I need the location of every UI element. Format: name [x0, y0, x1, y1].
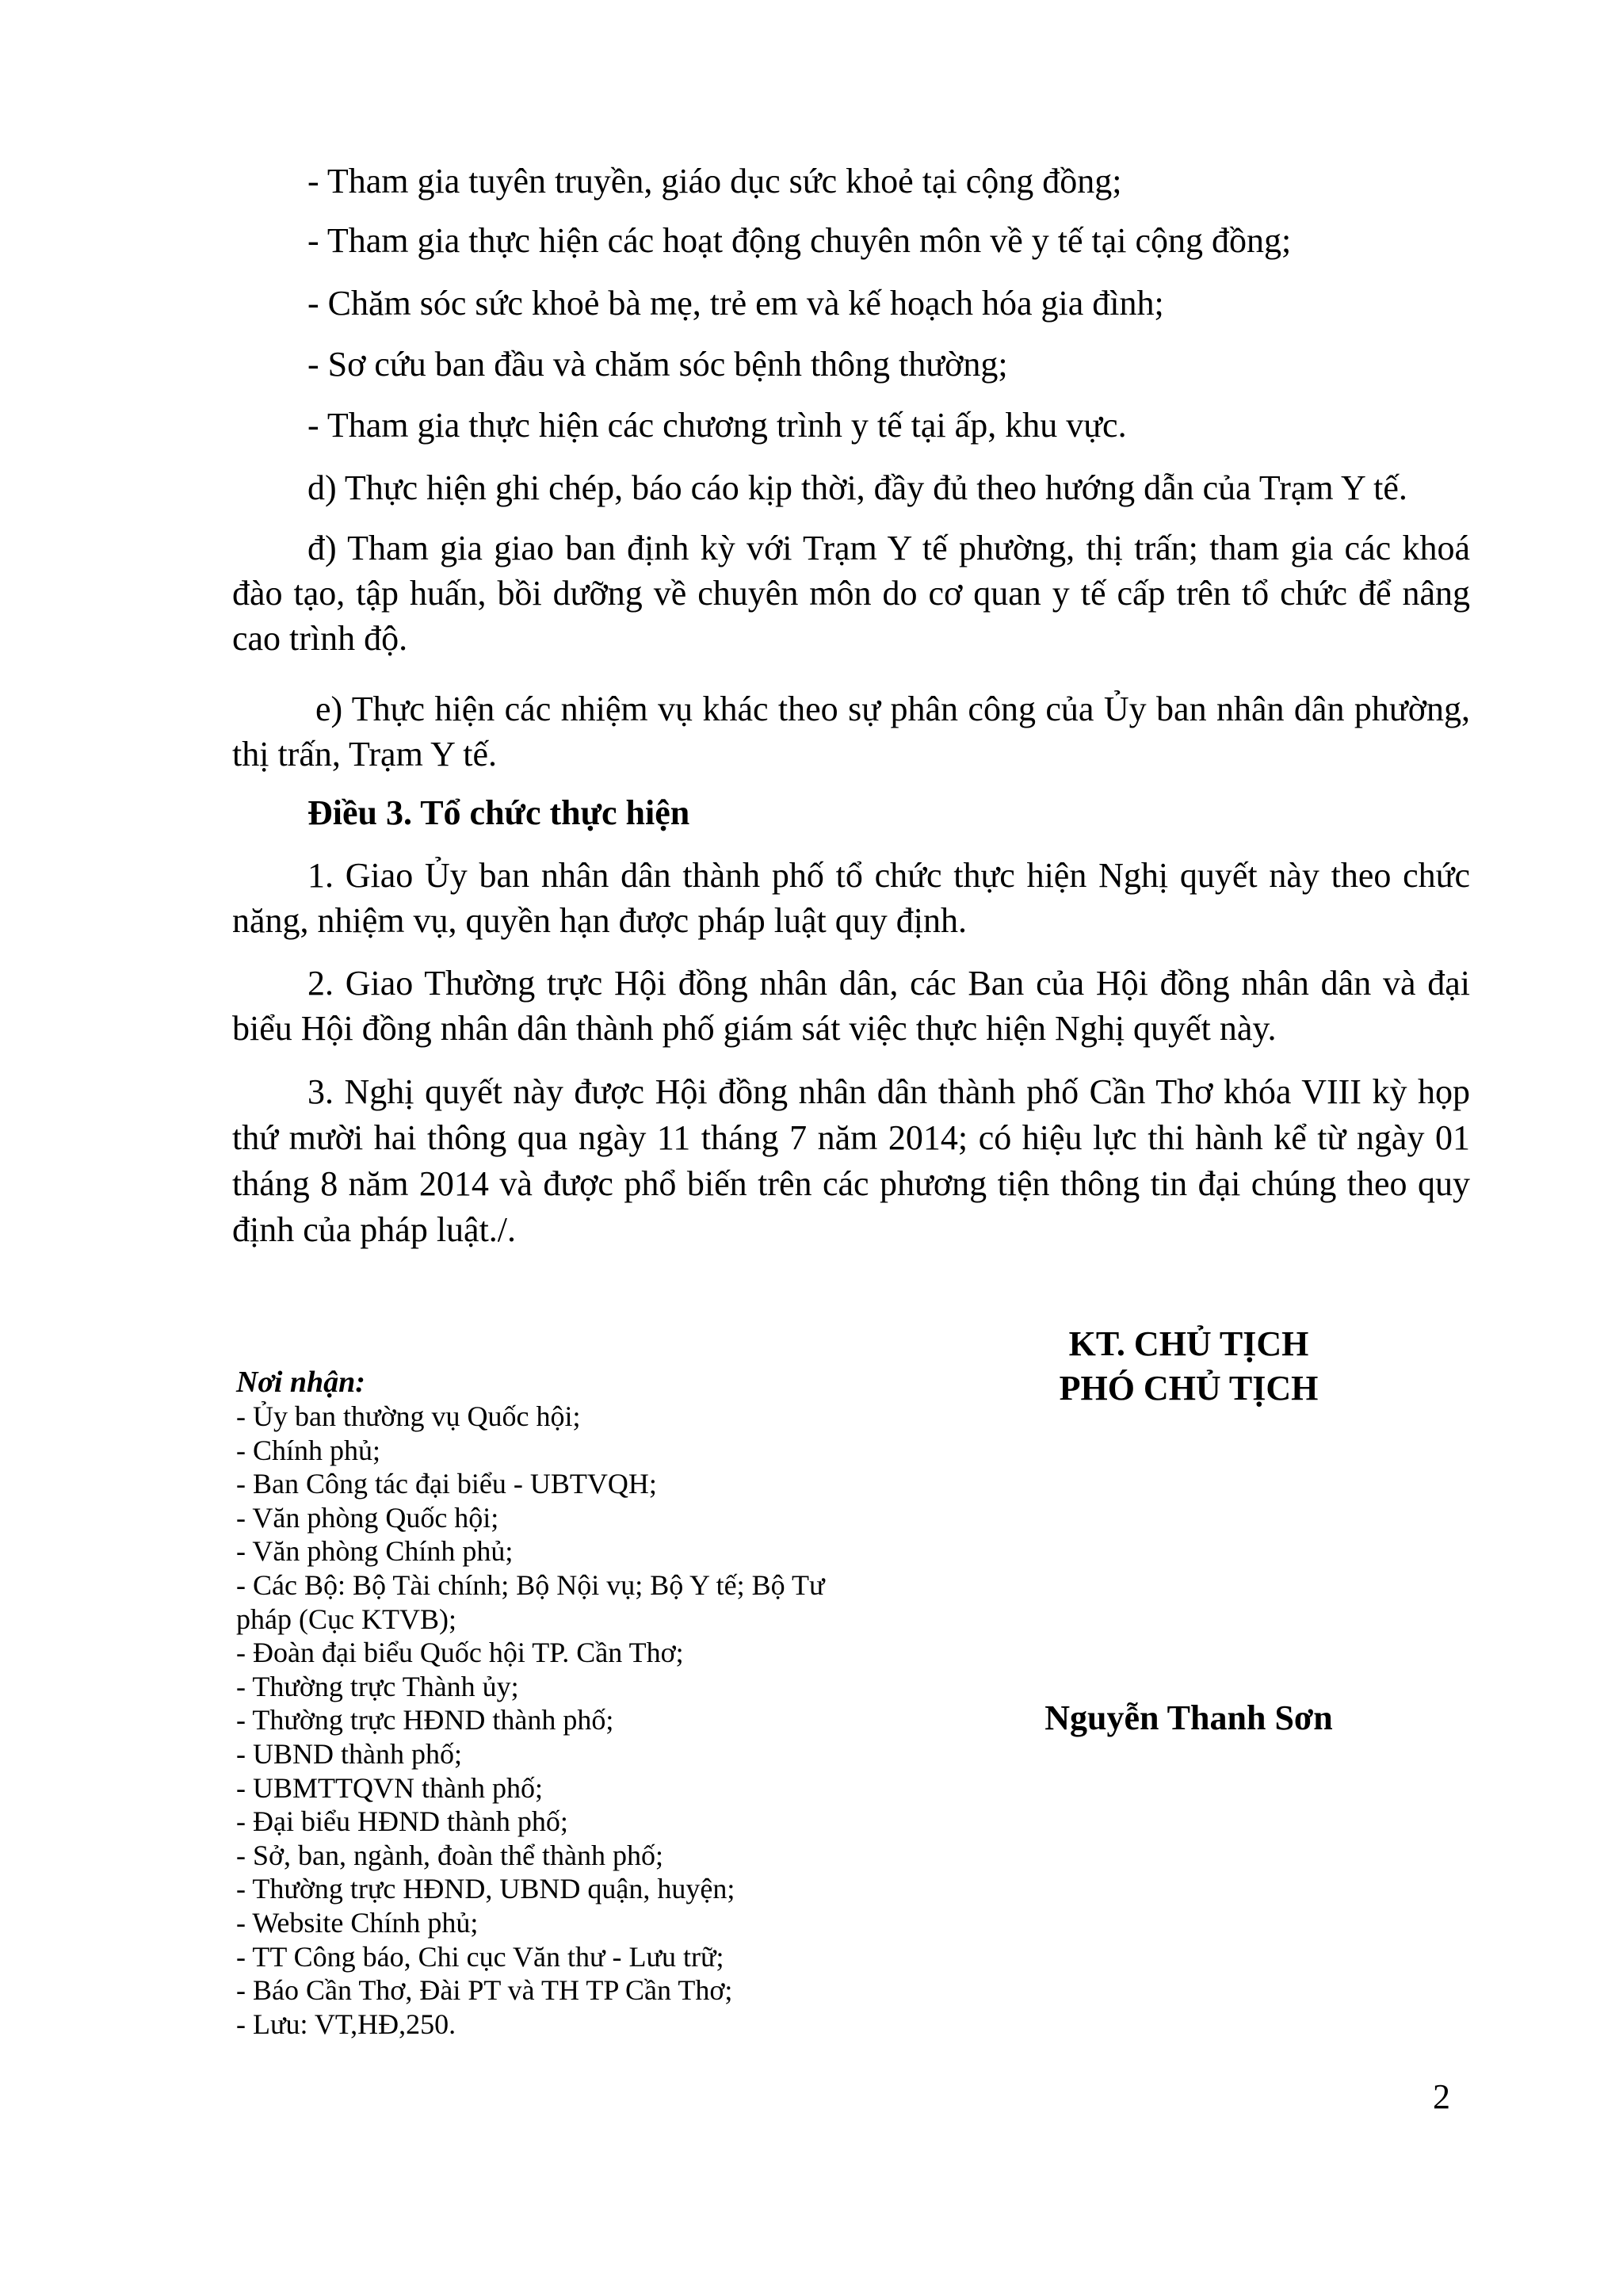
- recipient-item: - Ban Công tác đại biểu - UBTVQH;: [236, 1468, 657, 1500]
- item-dd: đ) Tham gia giao ban định kỳ với Trạm Y tế phường, thị trấn; tham gia các khoá đào tạo, tập huấn, bồi dưỡng về chuyên môn do cơ quan y tế cấp trên tổ chức để nâng cao trình độ.: [232, 529, 1470, 658]
- recipient-item: - Các Bộ: Bộ Tài chính; Bộ Nội vụ; Bộ Y tế; Bộ Tư pháp (Cục KTVB);: [236, 1568, 825, 1635]
- recipient-item: - Đoàn đại biểu Quốc hội TP. Cần Thơ;: [236, 1637, 684, 1669]
- bullet-item: - Chăm sóc sức khoẻ bà mẹ, trẻ em và kế hoạch hóa gia đình;: [307, 284, 1164, 323]
- signature-title-line-1: KT. CHỦ TỊCH: [1068, 1324, 1309, 1363]
- bullet-item: - Tham gia thực hiện các hoạt động chuyên môn về y tế tại cộng đồng;: [307, 221, 1292, 260]
- recipient-item: - UBMTTQVN thành phố;: [236, 1771, 543, 1804]
- article-3-paragraph-3: 3. Nghị quyết này được Hội đồng nhân dân thành phố Cần Thơ khóa VIII kỳ họp thứ mười hai thông qua ngày 11 tháng 7 năm 2014; có hiệu lực thi hành kể từ ngày 01 tháng 8 năm 2014 và được phổ biến trên các phương tiện thông tin đại chúng theo quy định của pháp luật./.: [232, 1072, 1470, 1249]
- recipient-item: - Đại biểu HĐND thành phố;: [236, 1805, 568, 1838]
- signature-title-line-2: PHÓ CHỦ TỊCH: [1059, 1369, 1319, 1408]
- page-number: 2: [1433, 2077, 1450, 2116]
- recipient-item: - Báo Cần Thơ, Đài PT và TH TP Cần Thơ;: [236, 1974, 733, 2007]
- article-3-title: Điều 3. Tổ chức thực hiện: [307, 793, 690, 832]
- item-d: d) Thực hiện ghi chép, báo cáo kịp thời, đầy đủ theo hướng dẫn của Trạm Y tế.: [307, 468, 1407, 507]
- recipients-block: [236, 1365, 894, 2041]
- recipient-item: - UBND thành phố;: [236, 1737, 462, 1770]
- bullet-item: - Sơ cứu ban đầu và chăm sóc bệnh thông thường;: [307, 345, 1008, 384]
- recipient-item: - Thường trực Thành ủy;: [236, 1670, 519, 1702]
- recipient-item: - Sở, ban, ngành, đoàn thể thành phố;: [236, 1839, 663, 1871]
- bullet-item: - Tham gia thực hiện các chương trình y tế tại ấp, khu vực.: [307, 406, 1127, 445]
- recipients-title: Nơi nhận:: [236, 1366, 365, 1399]
- recipient-item: - Website Chính phủ;: [236, 1906, 479, 1939]
- recipient-item: - Chính phủ;: [236, 1434, 381, 1466]
- recipient-item: - Văn phòng Quốc hội;: [236, 1501, 499, 1534]
- article-3-paragraph-2: 2. Giao Thường trực Hội đồng nhân dân, các Ban của Hội đồng nhân dân và đại biểu Hội đồng nhân dân thành phố giám sát việc thực hiện Nghị quyết này.: [232, 964, 1470, 1048]
- recipient-item: - TT Công báo, Chi cục Văn thư - Lưu trữ;: [236, 1940, 724, 1973]
- recipient-item: - Lưu: VT,HĐ,250.: [236, 2008, 456, 2040]
- item-e: e) Thực hiện các nhiệm vụ khác theo sự phân công của Ủy ban nhân dân phường, thị trấn, Trạm Y tế.: [232, 690, 1470, 774]
- recipient-item: - Ủy ban thường vụ Quốc hội;: [236, 1400, 581, 1432]
- bullet-item: - Tham gia tuyên truyền, giáo dục sức khoẻ tại cộng đồng;: [307, 162, 1122, 201]
- signer-name: Nguyễn Thanh Sơn: [1044, 1698, 1333, 1737]
- recipient-item: - Thường trực HĐND, UBND quận, huyện;: [236, 1873, 735, 1905]
- recipient-item: - Văn phòng Chính phủ;: [236, 1535, 514, 1568]
- article-3-paragraph-1: 1. Giao Ủy ban nhân dân thành phố tổ chức thực hiện Nghị quyết này theo chức năng, nhiệm vụ, quyền hạn được pháp luật quy định.: [232, 856, 1470, 940]
- recipient-item: - Thường trực HĐND thành phố;: [236, 1704, 614, 1736]
